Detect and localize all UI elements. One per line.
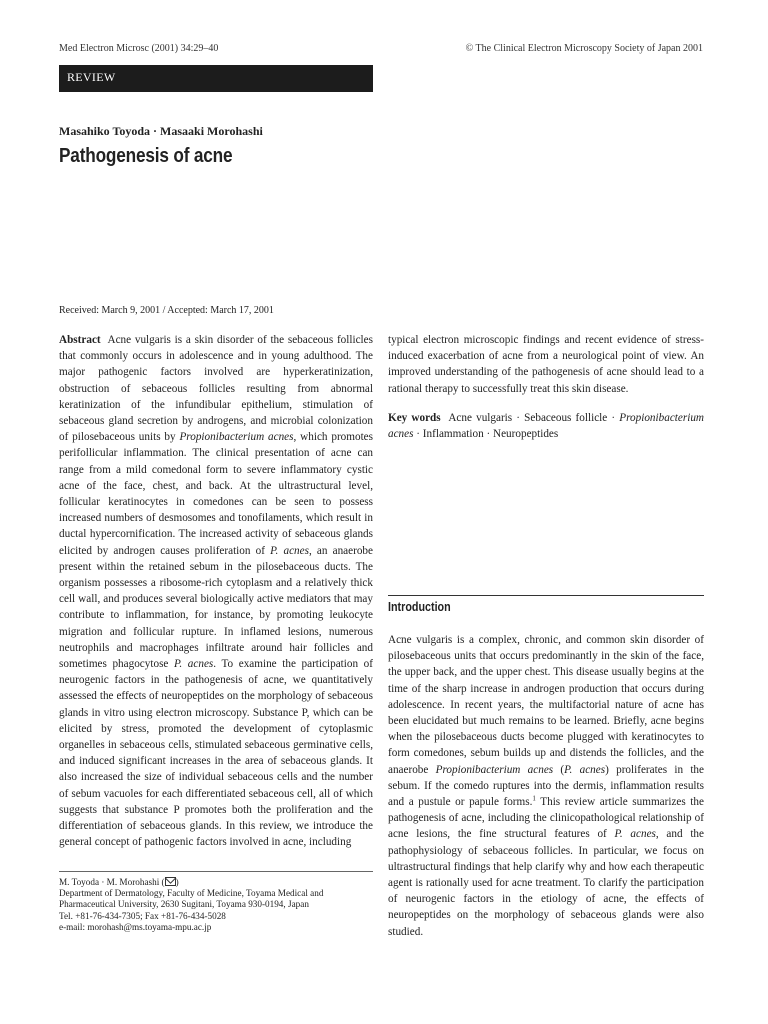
intro-text: ( (553, 763, 565, 776)
abstract-column-right (388, 332, 704, 442)
keywords-species-name: Propionibacterium acnes (388, 411, 704, 441)
abstract-column-left (59, 332, 373, 851)
intro-species-name: P. acnes (614, 828, 656, 841)
section-label: REVIEW (67, 70, 116, 84)
footnote-department: Department of Dermatology, Faculty of Medicine, Toyama Medical and Pharmaceutical University, 2630 Sugitani, Toyama 930-0194, Japan (59, 888, 324, 910)
intro-text: , and the pathophysiology of sebaceous follicles. In particular, we focus on ultrastructural findings that help clarify why and how each therapeutic agent is rationally used for acne treatment. To clarify the participation of neurogenic factors in the etiology of acne, the effects of neuropeptides on the morphology of sebaceous glands were also studied. (388, 828, 704, 938)
author-list: Masahiko Toyoda · Masaaki Morohashi (59, 124, 263, 138)
footnote-phone: Tel. +81-76-434-7305; Fax +81-76-434-5028 (59, 910, 226, 921)
footnote-divider (59, 871, 373, 872)
intro-species-name: Propionibacterium acnes (435, 763, 554, 776)
intro-text: ) proliferates in the sebum. If the comedo ruptures into the dermis, inflammation results and a pustule or papule forms. (388, 763, 704, 809)
footnote-author-names: M. Toyoda · M. Morohashi ( (59, 877, 165, 887)
section-label-bar (59, 65, 373, 92)
received-dates: Received: March 9, 2001 / Accepted: March 17, 2001 (59, 305, 274, 316)
intro-text: This review article summarizes the pathogenesis of acne, including the clinicopathological relationship of acne lesions, the fine structural features of (388, 796, 704, 841)
introduction-body (388, 632, 704, 940)
copyright-notice: © The Clinical Electron Microscopy Society of Japan 2001 (465, 43, 703, 54)
abstract-text: Acne vulgaris is a skin disorder of the sebaceous follicles that commonly occurs in adolescence and in young adulthood. The major pathogenic factors involved are hyperkeratinization, obstruction of sebaceous follicles resulting from abnormal keratinization of the infundibular epithelium, stimulation of sebaceous gland secretion by androgens, and microbial colonization of pilosebaceous units by (59, 334, 373, 444)
keywords-text: Acne vulgaris · Sebaceous follicle · (448, 411, 620, 424)
abstract-species-name: P. acnes (174, 658, 214, 671)
keywords (388, 410, 704, 442)
journal-citation: Med Electron Microsc (2001) 34:29–40 (59, 43, 219, 54)
reference-marker[interactable]: 1 (532, 794, 536, 803)
footnote-names (59, 877, 373, 888)
envelope-icon (165, 877, 176, 886)
abstract-text: typical electron microscopic findings and recent evidence of stress-induced exacerbation of acne from a neurological point of view. An improved understanding of the pathogenesis of acne should lead to a rational therapy to successfully treat this skin disease. (388, 334, 704, 395)
abstract-text: , which promotes perifollicular inflammation. The clinical presentation of acne can range from a mild comedonal form to severe inflammatory cystic acne of the face, chest, and back. At the ultrastructural level, follicular keratinocytes in comedones can be seen to possess increased numbers of desmosomes and tonofilaments, which result in ductal hypercornification. The increased activity of sebaceous glands elicited by androgen causes proliferation of (59, 431, 373, 557)
intro-species-name: P. acnes (564, 763, 606, 776)
section-divider (388, 595, 704, 596)
footnote-email[interactable]: e-mail: morohash@ms.toyama-mpu.ac.jp (59, 921, 212, 932)
introduction-heading: Introduction (388, 600, 451, 614)
correspondence-footnote (59, 877, 373, 933)
keywords-label: Key words (388, 411, 441, 424)
abstract-species-name: Propionibacterium acnes (179, 431, 294, 444)
abstract-label: Abstract (59, 334, 101, 346)
abstract-text: , an anaerobe present within the retained sebum in the pilosebaceous ducts. The organism possesses a ribosome-rich cytoplasm and a relatively thick cell wall, and produces several biologically active mediators that may contribute to inflammation, for instance, by promoting leukocyte migration and follicular rupture. In inflamed lesions, numerous neutrophils and macrophages infiltrate around hair follicles and sometimes phagocytose (59, 544, 373, 671)
abstract-paragraph (59, 332, 373, 851)
article-title: Pathogenesis of acne (59, 145, 233, 167)
abstract-continuation (388, 332, 704, 397)
keywords-text: · Inflammation · Neuropeptides (413, 428, 559, 441)
intro-text: Acne vulgaris is a complex, chronic, and common skin disorder of pilosebaceous units that occurs predominantly in the skin of the face, the upper back, and the upper chest. This disease usually begins at the time of the sharp increase in androgen production that occurs during adolescence. In recent years, the multifactorial nature of acne has been elucidated but much remains to be learned. Briefly, acne begins when the pilosebaceous ducts become plugged with keratinocytes to form comedones, sebum builds up and distends the follicles, and the anaerobe (388, 634, 704, 776)
abstract-species-name: P. acnes (270, 544, 309, 557)
footnote-paren: ) (175, 877, 179, 887)
abstract-text: . To examine the participation of neurogenic factors in the pathogenesis of acne, we quantitatively assessed the effects of neuropeptides on the morphology of sebaceous glands in vitro using electron microscopy. Substance P, which can be elicited by stress, promoted the development of cytoplasmic organelles in sebaceous cells, stimulated sebaceous germinative cells, and induced significant increases in the area of sebaceous glands. It also increased the size of individual sebaceous cells and the number of sebum vacuoles for each differentiated sebaceous cell, all of which suggests that substance P promotes both the proliferation and the differentiation of sebaceous glands. In this review, we introduce the general concept of pathogenic factors involved in acne, including (59, 658, 373, 849)
introduction-paragraph (388, 632, 704, 940)
